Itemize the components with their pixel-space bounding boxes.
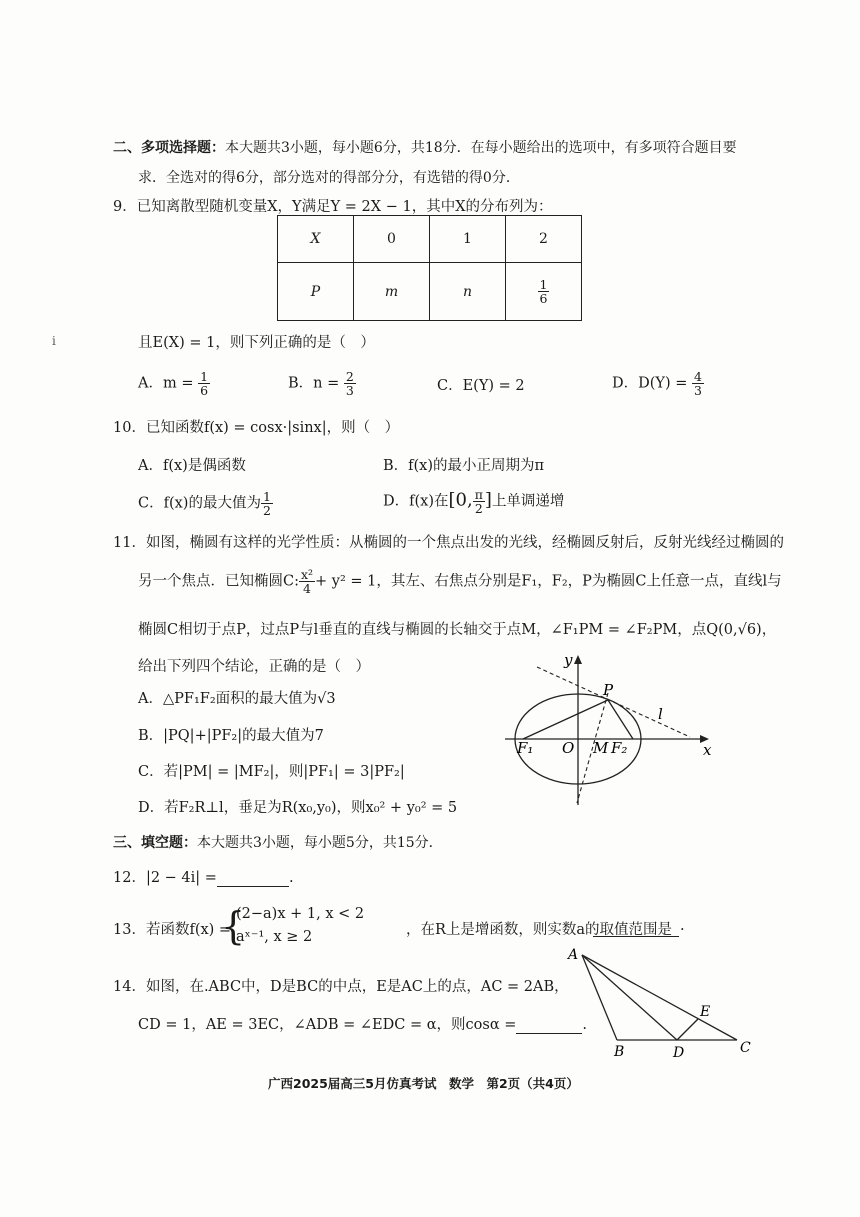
label-l: l — [658, 705, 663, 723]
fraction — [538, 278, 550, 305]
table-cell: m — [354, 263, 430, 321]
answer-blank — [593, 918, 679, 937]
option-label: B．n = — [288, 375, 340, 392]
text: + y² = 1，其左、右焦点分别是F₁，F₂，P为椭圆C上任意一点，直线l与 — [315, 573, 782, 590]
section-3-heading-line — [113, 832, 443, 852]
section-2-text-line2: 求．全选对的得6分，部分选对的得部分分，有选错的得0分． — [138, 170, 520, 186]
table-cell: 2 — [506, 216, 582, 263]
q9-stem: 9．已知离散型随机变量X，Y满足Y = 2X − 1，其中X的分布列为： — [113, 199, 553, 215]
table-row — [278, 263, 582, 321]
label-c: C — [740, 1040, 751, 1056]
q14-line2 — [138, 1013, 587, 1034]
option-label: D．f(x)在 — [383, 493, 449, 510]
q12-stem — [113, 866, 294, 887]
q9-option-d — [612, 370, 704, 397]
q10-option-d — [383, 488, 564, 515]
table-cell: n — [430, 263, 506, 321]
q9-option-b — [288, 370, 356, 397]
numerator: 2 — [345, 369, 354, 384]
label-e: E — [700, 1004, 711, 1020]
q9-condition: 且E(X) = 1，则下列正确的是（ ） — [138, 335, 375, 351]
q11-option-b: B．|PQ|+|PF₂|的最大值为7 — [138, 728, 324, 744]
label-x: x — [703, 741, 712, 759]
q11-line2 — [138, 568, 782, 595]
q11-line1: 11．如图，椭圆有这样的光学性质：从椭圆的一个焦点出发的光线，经椭圆反射后，反射光线经过椭圆的 — [113, 535, 784, 551]
label-o: O — [562, 739, 575, 757]
fraction — [198, 370, 210, 397]
denominator: 6 — [539, 291, 548, 306]
label-f1: F₁ — [517, 739, 534, 757]
margin-mark: i — [52, 334, 56, 348]
case-1: (2−a)x + 1, x < 2 — [236, 906, 365, 922]
q9-option-a — [138, 370, 210, 397]
q11-option-c: C．若|PM| = |MF₂|，则|PF₁| = 3|PF₂| — [138, 764, 405, 780]
page-footer: 广西2025届高三5月仿真考试 数学 第2页（共4页） — [268, 1076, 579, 1091]
denominator: 3 — [694, 383, 702, 399]
fraction — [344, 370, 356, 397]
numerator: 1 — [539, 276, 548, 292]
option-label: C．f(x)的最大值为 — [138, 495, 261, 512]
fraction — [692, 370, 704, 397]
numerator: π — [474, 487, 483, 502]
q10-option-a: A．f(x)是偶函数 — [138, 458, 246, 474]
denominator: 3 — [345, 383, 354, 399]
table-cell: X — [278, 216, 354, 263]
denominator: 2 — [474, 501, 483, 517]
numerator: 4 — [694, 369, 702, 384]
table-cell — [506, 263, 582, 321]
label-b: B — [614, 1044, 625, 1060]
option-text: 上单调递增 — [491, 493, 565, 510]
numerator: 1 — [200, 369, 209, 384]
ellipse-figure — [495, 645, 725, 810]
q10-option-c — [138, 490, 273, 517]
text: . — [288, 870, 294, 886]
fraction — [299, 568, 315, 595]
interval-close: ] — [484, 489, 492, 511]
text: . — [582, 1017, 587, 1033]
text: ，在R上是增函数，则实数a的取值范围是 — [406, 922, 673, 938]
y-axis-arrow — [574, 655, 582, 664]
fraction — [261, 490, 273, 517]
section-3-heading: 三、填空题： — [113, 835, 197, 851]
table-row — [278, 216, 582, 263]
option-label: D．D(Y) = — [612, 375, 688, 392]
numerator: 1 — [262, 489, 271, 504]
section-2-text: 本大题共3小题，每小题6分，共18分．在每小题给出的选项中，有多项符合题目要 — [225, 140, 737, 156]
label-a: A — [568, 947, 579, 963]
option-label: A．m = — [138, 375, 194, 392]
text: . — [680, 918, 685, 934]
q10-stem: 10．已知函数f(x) = cosx·|sinx|，则（ ） — [113, 420, 400, 436]
label-f2: F₂ — [611, 739, 628, 757]
answer-blank — [217, 870, 289, 887]
section-3-text: 本大题共3小题，每小题5分，共15分． — [197, 835, 443, 851]
interval-open: [0, — [448, 489, 473, 511]
text: 12．|2 − 4i| = — [113, 870, 217, 886]
segment-ab — [582, 955, 617, 1040]
label-y: y — [564, 651, 573, 669]
denominator: 6 — [200, 383, 209, 399]
numerator: x² — [300, 567, 314, 582]
q10-option-b: B．f(x)的最小正周期为π — [383, 458, 545, 474]
case-2: aˣ⁻¹, x ≥ 2 — [236, 929, 313, 945]
denominator: 4 — [303, 581, 311, 597]
label-m: M — [593, 739, 609, 757]
q14-line1: 14．如图，在.ABC中，D是BC的中点，E是AC上的点，AC = 2AB， — [113, 979, 569, 995]
q11-option-d: D．若F₂R⊥l，垂足为R(x₀,y₀)，则x₀² + y₀² = 5 — [138, 800, 458, 816]
label-d: D — [673, 1045, 685, 1061]
section-2-heading: 二、多项选择题： — [113, 140, 225, 156]
text: CD = 1，AE = 3EC，∠ADB = ∠EDC = α，则cosα = — [138, 1017, 517, 1033]
label-p: P — [603, 681, 614, 699]
text: 13．若函数f(x) = — [113, 922, 232, 938]
segment-de — [677, 1019, 698, 1040]
q9-distribution-table — [277, 215, 582, 321]
brace: { — [221, 904, 246, 948]
segment-ad — [582, 955, 677, 1040]
q9-option-c: C．E(Y) = 2 — [437, 378, 525, 394]
denominator: 2 — [262, 503, 271, 519]
fraction — [473, 488, 485, 515]
table-cell: 0 — [354, 216, 430, 263]
q11-line4: 给出下列四个结论，正确的是（ ） — [138, 659, 370, 675]
q11-option-a: A．△PF₁F₂面积的最大值为√3 — [138, 691, 336, 707]
table-cell: P — [278, 263, 354, 321]
segment-ac — [582, 955, 737, 1040]
table-cell: 1 — [430, 216, 506, 263]
section-2-heading-line — [113, 137, 737, 157]
q11-line3: 椭圆C相切于点P，过点P与l垂直的直线与椭圆的长轴交于点M，∠F₁PM = ∠F₂PM，点Q(0,√6)， — [138, 622, 777, 638]
tangent-line — [537, 667, 690, 737]
text: 另一个焦点．已知椭圆C: — [138, 573, 299, 590]
triangle-figure — [560, 940, 760, 1065]
